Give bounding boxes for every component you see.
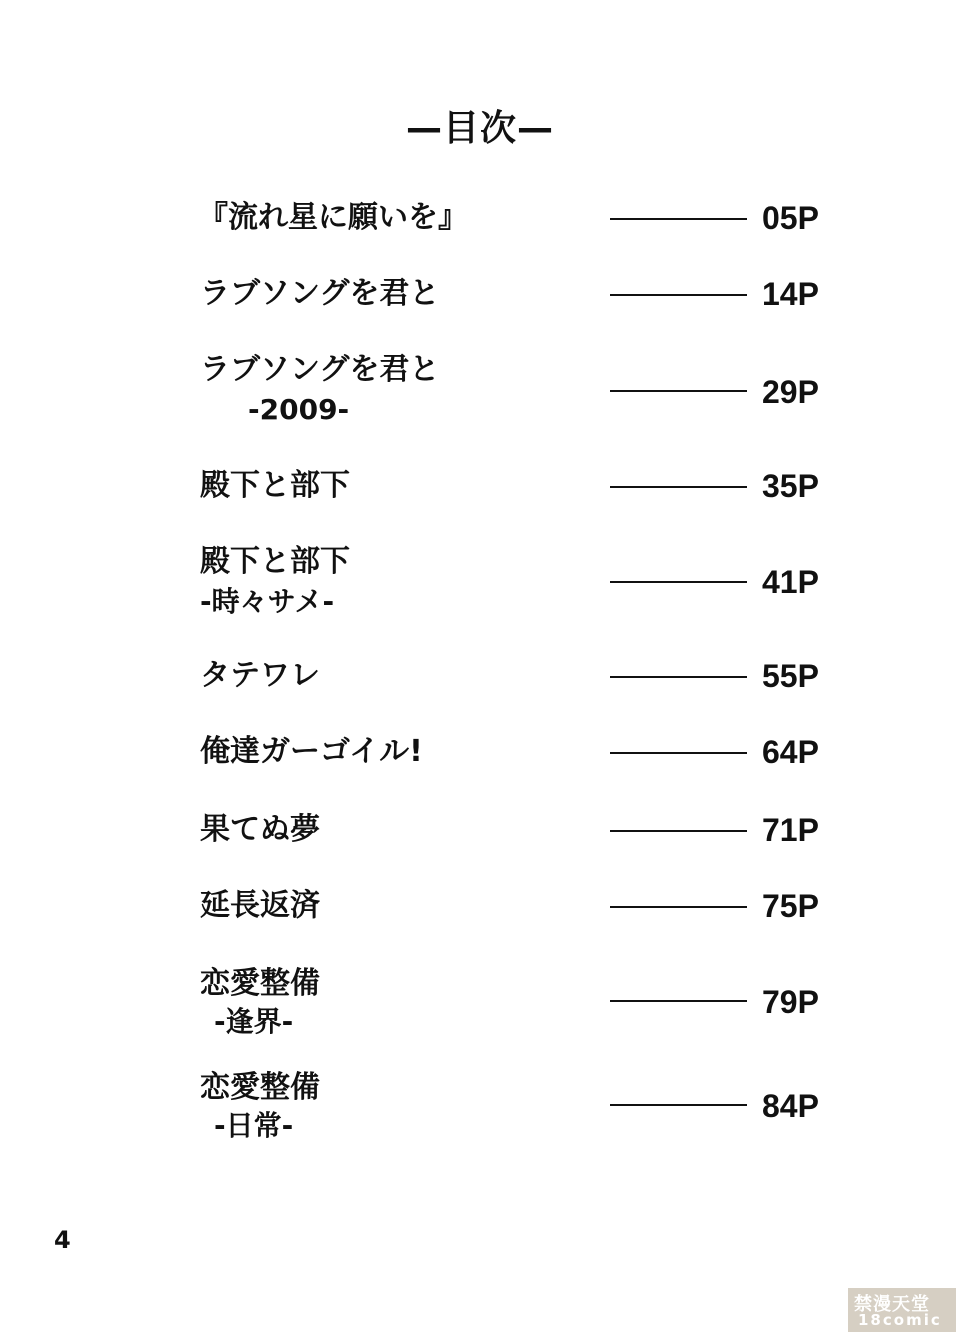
- toc-entry-page: 29P: [762, 374, 819, 410]
- toc-entry-title: 俺達ガーゴイル!: [200, 734, 423, 769]
- toc-entry-title: 果てぬ夢: [200, 812, 320, 847]
- toc-entry-title: 殿下と部下: [200, 544, 350, 579]
- toc-entry[interactable]: [0, 348, 960, 428]
- leader-line: [610, 294, 747, 296]
- toc-entry[interactable]: [0, 1066, 960, 1146]
- leader-line: [610, 581, 747, 583]
- toc-entry-page: 41P: [762, 564, 819, 600]
- leader-line: [610, 1000, 747, 1002]
- leader-line: [610, 830, 747, 832]
- toc-entry-page: 35P: [762, 468, 819, 504]
- leader-line: [610, 1104, 747, 1106]
- toc-entry[interactable]: [0, 654, 960, 704]
- toc-entry-page: 55P: [762, 658, 819, 694]
- toc-entry-page: 14P: [762, 276, 819, 312]
- toc-entry-page: 05P: [762, 200, 819, 236]
- toc-entry-title: 恋愛整備: [200, 966, 320, 1001]
- toc-entry-title: ラブソングを君と: [200, 276, 440, 311]
- page-title: —目次—: [405, 108, 554, 149]
- watermark-logo: [848, 1288, 956, 1332]
- leader-line: [610, 752, 747, 754]
- toc-entry-page: 84P: [762, 1088, 819, 1124]
- toc-entry[interactable]: [0, 196, 960, 246]
- page-number: 4: [54, 1226, 71, 1254]
- leader-line: [610, 390, 747, 392]
- toc-entry-subtitle: -2009-: [248, 393, 350, 426]
- toc-entry-title: ラブソングを君と: [200, 352, 440, 387]
- leader-line: [610, 676, 747, 678]
- leader-line: [610, 486, 747, 488]
- toc-entry-title: 延長返済: [200, 888, 320, 923]
- toc-entry-subtitle: -日常-: [214, 1109, 294, 1142]
- leader-line: [610, 218, 747, 220]
- toc-entry-subtitle: -逢界-: [214, 1005, 294, 1038]
- watermark-text: 禁漫天堂: [854, 1294, 930, 1315]
- toc-entry[interactable]: [0, 730, 960, 780]
- leader-line: [610, 906, 747, 908]
- toc-entry[interactable]: [0, 884, 960, 934]
- watermark-subtext: 18comic: [858, 1311, 942, 1329]
- toc-entry-title: 殿下と部下: [200, 468, 350, 503]
- toc-entry-page: 79P: [762, 984, 819, 1020]
- toc-entry[interactable]: [0, 808, 960, 858]
- toc-entry-page: 64P: [762, 734, 819, 770]
- toc-entry-page: 71P: [762, 812, 819, 848]
- toc-entry[interactable]: [0, 464, 960, 514]
- toc-entry-subtitle: -時々サメ-: [200, 585, 335, 618]
- toc-entry-page: 75P: [762, 888, 819, 924]
- toc-entry[interactable]: [0, 540, 960, 620]
- toc-entry-title: 『流れ星に願いを』: [198, 200, 468, 235]
- toc-entry[interactable]: [0, 272, 960, 322]
- toc-entry-title: タテワレ: [200, 658, 320, 693]
- toc-entry[interactable]: [0, 962, 960, 1042]
- toc-entry-title: 恋愛整備: [200, 1070, 320, 1105]
